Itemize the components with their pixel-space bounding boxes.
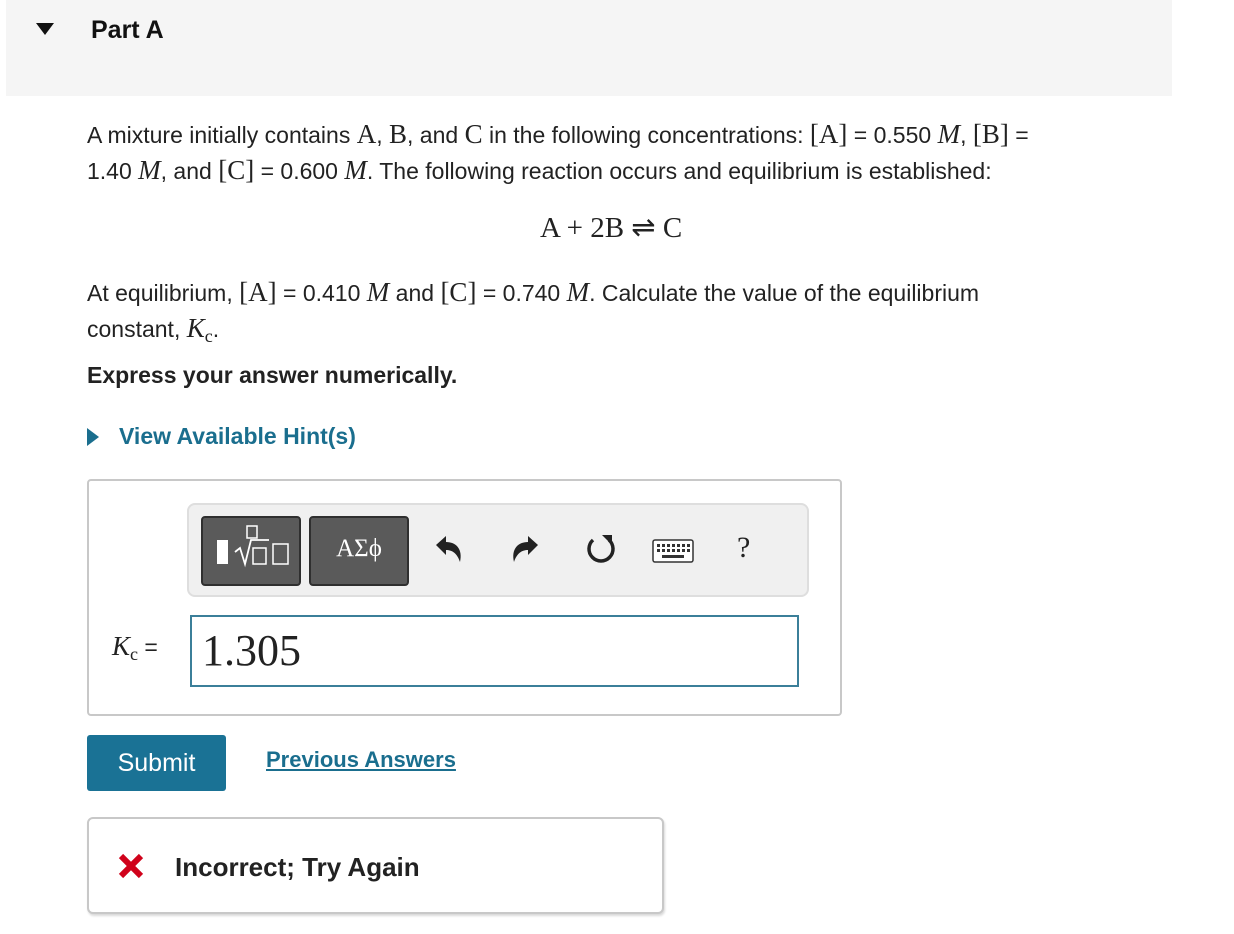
question-line-3: At equilibrium, [A] = 0.410 M and [C] = 0.740 M. Calculate the value of the equilibrium bbox=[87, 277, 980, 307]
question-line-4: constant, $K_c$. bbox=[87, 313, 220, 346]
undo-icon[interactable] bbox=[432, 533, 466, 567]
math-toolbar bbox=[187, 503, 809, 597]
part-header bbox=[6, 0, 1172, 96]
reaction-equation: A + 2B ⇌ C bbox=[540, 212, 683, 244]
view-hints-link[interactable]: View Available Hint(s) bbox=[119, 423, 356, 449]
answer-label: $K_c$ = bbox=[112, 631, 158, 664]
expand-triangle-icon[interactable] bbox=[87, 428, 99, 446]
keyboard-icon[interactable] bbox=[652, 539, 694, 563]
feedback-text: Incorrect; Try Again bbox=[175, 852, 420, 882]
collapse-triangle-icon[interactable] bbox=[36, 23, 54, 35]
templates-button[interactable] bbox=[201, 516, 301, 586]
submit-button[interactable]: Submit bbox=[87, 735, 226, 791]
previous-answers-link[interactable]: Previous Answers bbox=[266, 747, 456, 772]
part-title: Part A bbox=[91, 16, 164, 44]
redo-icon[interactable] bbox=[508, 533, 542, 567]
answer-box bbox=[87, 479, 842, 716]
answer-input[interactable]: 1.305 bbox=[190, 615, 799, 687]
help-button[interactable]: ? bbox=[737, 531, 751, 564]
question-line-2: 1.40 M, and [C] = 0.600 M. The following reaction occurs and equilibrium is established: bbox=[87, 155, 992, 185]
greek-symbols-button[interactable]: ΑΣϕ bbox=[309, 516, 409, 586]
incorrect-x-icon bbox=[117, 852, 145, 880]
feedback-box bbox=[87, 817, 664, 914]
templates-icon bbox=[203, 518, 299, 584]
question-line-1: A mixture initially contains A, B, and C in the following concentrations: [A] = 0.550 M, [B] = bbox=[87, 119, 1029, 149]
reset-icon[interactable] bbox=[583, 531, 619, 567]
instruction-text: Express your answer numerically. bbox=[87, 362, 458, 388]
